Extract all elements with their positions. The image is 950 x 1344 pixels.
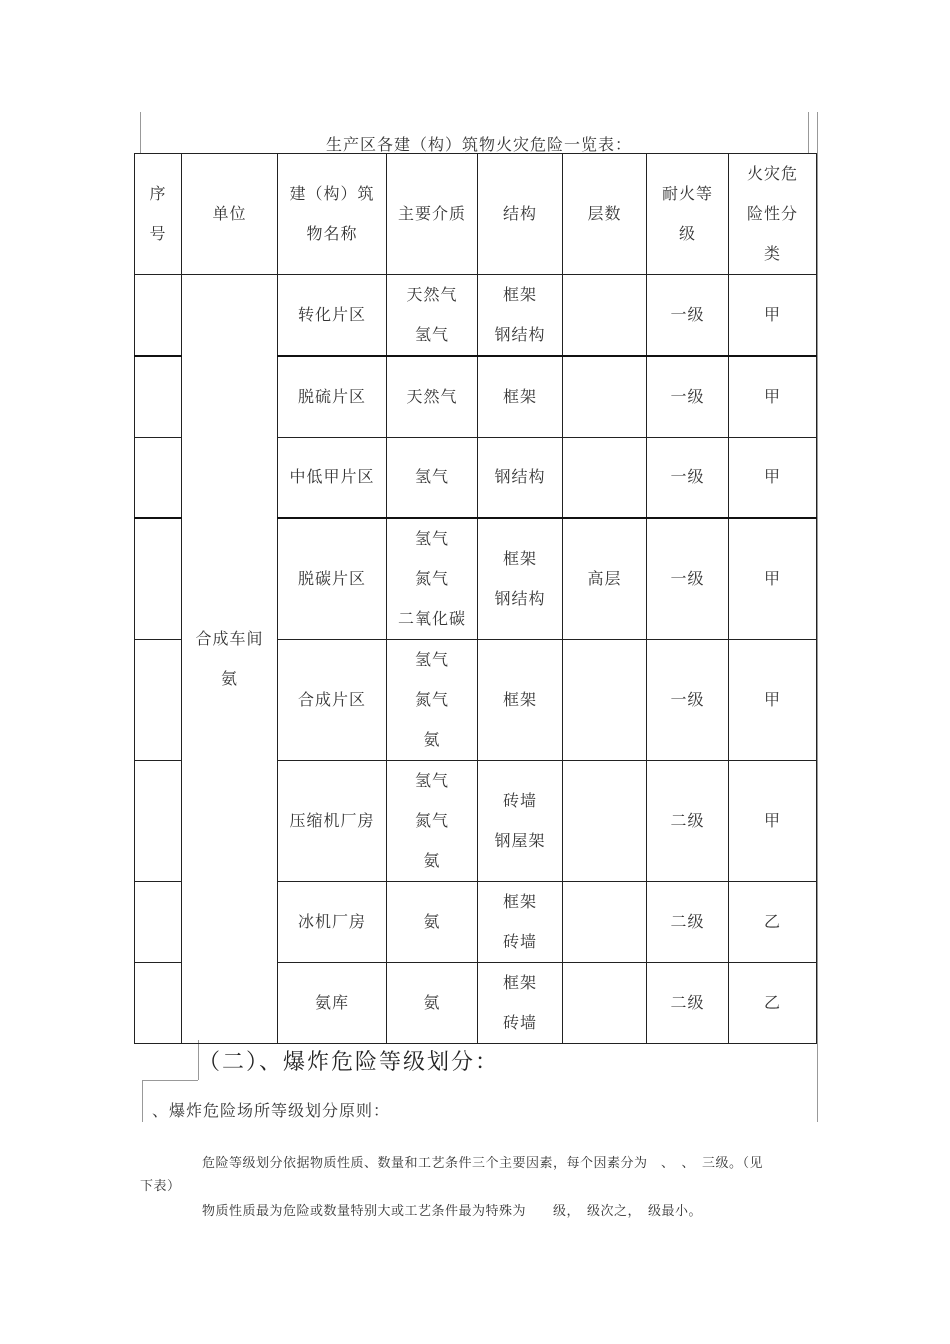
cell-line: 合成车间 xyxy=(195,629,264,648)
cell-building-name xyxy=(278,963,387,1044)
cell-line: 二级 xyxy=(670,993,705,1012)
cell-line: 脱硫片区 xyxy=(297,386,366,406)
cell-line: 一级 xyxy=(670,690,705,709)
cell-line: 氢气 xyxy=(414,650,449,669)
cell-line: 氢气 xyxy=(414,325,449,344)
cell-line: 砖墙 xyxy=(502,932,537,951)
cell-main-medium xyxy=(387,882,478,963)
cell-line: 框架 xyxy=(502,386,537,406)
cell-index xyxy=(135,275,182,357)
cell-line: 氮气 xyxy=(414,690,449,709)
cell-line: 氢气 xyxy=(414,771,449,790)
cell-unit xyxy=(182,275,278,1044)
fire-hazard-table xyxy=(134,153,817,1044)
cell-line: 压缩机厂房 xyxy=(289,811,375,830)
cell-line: 二氧化碳 xyxy=(397,609,466,628)
cell-building-name xyxy=(278,761,387,882)
cell-hazard-class xyxy=(729,761,817,882)
cell-structure xyxy=(478,882,563,963)
cell-line: 氢气 xyxy=(414,467,449,487)
cell-line: 氢气 xyxy=(414,529,449,548)
cell-line: 钢屋架 xyxy=(494,831,546,850)
table-caption: 生产区各建（构）筑物火灾危险一览表： xyxy=(325,135,632,154)
cell-floors xyxy=(563,640,647,761)
cell-line: 天然气 xyxy=(406,386,458,406)
cell-floors xyxy=(563,761,647,882)
cell-line: 合成片区 xyxy=(297,690,366,709)
cell-line: 一级 xyxy=(670,386,705,406)
cell-line: 高层 xyxy=(587,569,622,588)
cell-line: 氮气 xyxy=(414,569,449,588)
header-unit xyxy=(182,154,278,275)
cell-fire-rating xyxy=(647,882,729,963)
cell-line: 一级 xyxy=(670,305,705,324)
cell-line: 钢结构 xyxy=(494,325,546,344)
header-main-medium xyxy=(387,154,478,275)
cell-line: 二级 xyxy=(670,811,705,830)
cell-line: 二级 xyxy=(670,912,705,931)
cell-line: 框架 xyxy=(502,973,537,992)
cell-line: 氮气 xyxy=(414,811,449,830)
header-structure xyxy=(478,154,563,275)
cell-line: 框架 xyxy=(502,892,537,911)
cell-line: 级 xyxy=(678,224,696,243)
header-fire-rating xyxy=(647,154,729,275)
header-building-name xyxy=(278,154,387,275)
header-floors xyxy=(563,154,647,275)
cell-line: 序 xyxy=(149,184,167,203)
page-edge-line xyxy=(817,112,818,1122)
cell-line: 耐火等 xyxy=(661,184,713,203)
section-title: （二）、爆炸危险等级划分： xyxy=(198,1050,500,1075)
cell-fire-rating xyxy=(647,437,729,518)
cell-structure xyxy=(478,356,563,437)
cell-line: 氨 xyxy=(423,993,441,1012)
cell-line: 中低甲片区 xyxy=(289,467,375,487)
cell-line: 氨库 xyxy=(314,993,349,1012)
cell-line: 框架 xyxy=(502,285,537,304)
cell-line: 甲 xyxy=(763,569,781,588)
cell-line: 砖墙 xyxy=(502,791,537,810)
cell-structure xyxy=(478,640,563,761)
header-hazard-class xyxy=(729,154,817,275)
cell-line: 氨 xyxy=(423,912,441,931)
cell-hazard-class xyxy=(729,437,817,518)
cell-line: 砖墙 xyxy=(502,1013,537,1032)
cell-line: 框架 xyxy=(502,549,537,568)
paragraph-line: 危险等级划分依据物质性质、数量和工艺条件三个主要因素，每个因素分为 、 、 三级。（见 xyxy=(202,1156,764,1171)
cell-line: 主要介质 xyxy=(397,204,466,223)
cell-hazard-class xyxy=(729,882,817,963)
cell-line: 类 xyxy=(763,244,781,263)
cell-line: 乙 xyxy=(763,993,781,1012)
cell-hazard-class xyxy=(729,963,817,1044)
cell-main-medium xyxy=(387,437,478,518)
cell-line: 氨 xyxy=(423,730,441,749)
cell-structure xyxy=(478,518,563,640)
cell-hazard-class xyxy=(729,640,817,761)
cell-floors xyxy=(563,882,647,963)
cell-fire-rating xyxy=(647,518,729,640)
cell-floors xyxy=(563,275,647,357)
cell-line: 乙 xyxy=(763,912,781,931)
cell-index xyxy=(135,356,182,437)
cell-line: 甲 xyxy=(763,690,781,709)
cell-line: 层数 xyxy=(587,204,622,223)
cell-line: 单位 xyxy=(212,204,247,223)
cell-main-medium xyxy=(387,518,478,640)
cell-main-medium xyxy=(387,640,478,761)
cell-main-medium xyxy=(387,963,478,1044)
paragraph-line: 下表） xyxy=(140,1179,181,1194)
cell-hazard-class xyxy=(729,275,817,357)
cell-line: 氨 xyxy=(220,669,238,688)
cell-main-medium xyxy=(387,761,478,882)
cell-floors xyxy=(563,437,647,518)
cell-building-name xyxy=(278,275,387,357)
cell-hazard-class xyxy=(729,356,817,437)
cell-floors xyxy=(563,356,647,437)
cell-building-name xyxy=(278,437,387,518)
cell-index xyxy=(135,963,182,1044)
cell-line: 物名称 xyxy=(306,224,358,243)
cell-index xyxy=(135,761,182,882)
cell-floors xyxy=(563,518,647,640)
header-index xyxy=(135,154,182,275)
cell-index xyxy=(135,882,182,963)
cell-fire-rating xyxy=(647,356,729,437)
cell-line: 号 xyxy=(149,224,167,243)
cell-fire-rating xyxy=(647,275,729,357)
cell-building-name xyxy=(278,518,387,640)
cell-main-medium xyxy=(387,356,478,437)
cell-line: 结构 xyxy=(502,204,537,223)
cell-building-name xyxy=(278,356,387,437)
cell-line: 甲 xyxy=(763,386,781,406)
cell-line: 天然气 xyxy=(406,285,458,304)
cell-line: 一级 xyxy=(670,569,705,588)
table-header-row xyxy=(135,154,817,275)
cell-index xyxy=(135,518,182,640)
cell-line: 险性分 xyxy=(746,204,798,223)
cell-line: 框架 xyxy=(502,690,537,709)
cell-index xyxy=(135,437,182,518)
cell-index xyxy=(135,640,182,761)
cell-building-name xyxy=(278,882,387,963)
cell-line: 氨 xyxy=(423,851,441,870)
cell-fire-rating xyxy=(647,761,729,882)
cell-structure xyxy=(478,761,563,882)
cell-fire-rating xyxy=(647,963,729,1044)
cell-line: 钢结构 xyxy=(494,589,546,608)
cell-line: 一级 xyxy=(670,467,705,487)
page-edge-line xyxy=(142,1080,198,1081)
cell-structure xyxy=(478,437,563,518)
cell-line: 甲 xyxy=(763,467,781,487)
cell-line: 脱碳片区 xyxy=(297,569,366,588)
cell-line: 甲 xyxy=(763,305,781,324)
cell-line: 火灾危 xyxy=(746,164,798,183)
cell-line: 钢结构 xyxy=(494,467,546,487)
paragraph-line: 物质性质最为危险或数量特别大或工艺条件最为特殊为 级， 级次之， 级最小。 xyxy=(202,1204,703,1219)
cell-fire-rating xyxy=(647,640,729,761)
page-edge-line xyxy=(142,1080,143,1122)
cell-hazard-class xyxy=(729,518,817,640)
subsection-title: 、爆炸危险场所等级划分原则： xyxy=(152,1101,391,1120)
cell-structure xyxy=(478,963,563,1044)
table-row xyxy=(135,275,817,357)
cell-structure xyxy=(478,275,563,357)
cell-line: 冰机厂房 xyxy=(297,912,366,931)
cell-line: 甲 xyxy=(763,811,781,830)
cell-line: 转化片区 xyxy=(297,305,366,324)
cell-building-name xyxy=(278,640,387,761)
cell-main-medium xyxy=(387,275,478,357)
cell-line: 建（构）筑 xyxy=(289,184,375,203)
cell-floors xyxy=(563,963,647,1044)
